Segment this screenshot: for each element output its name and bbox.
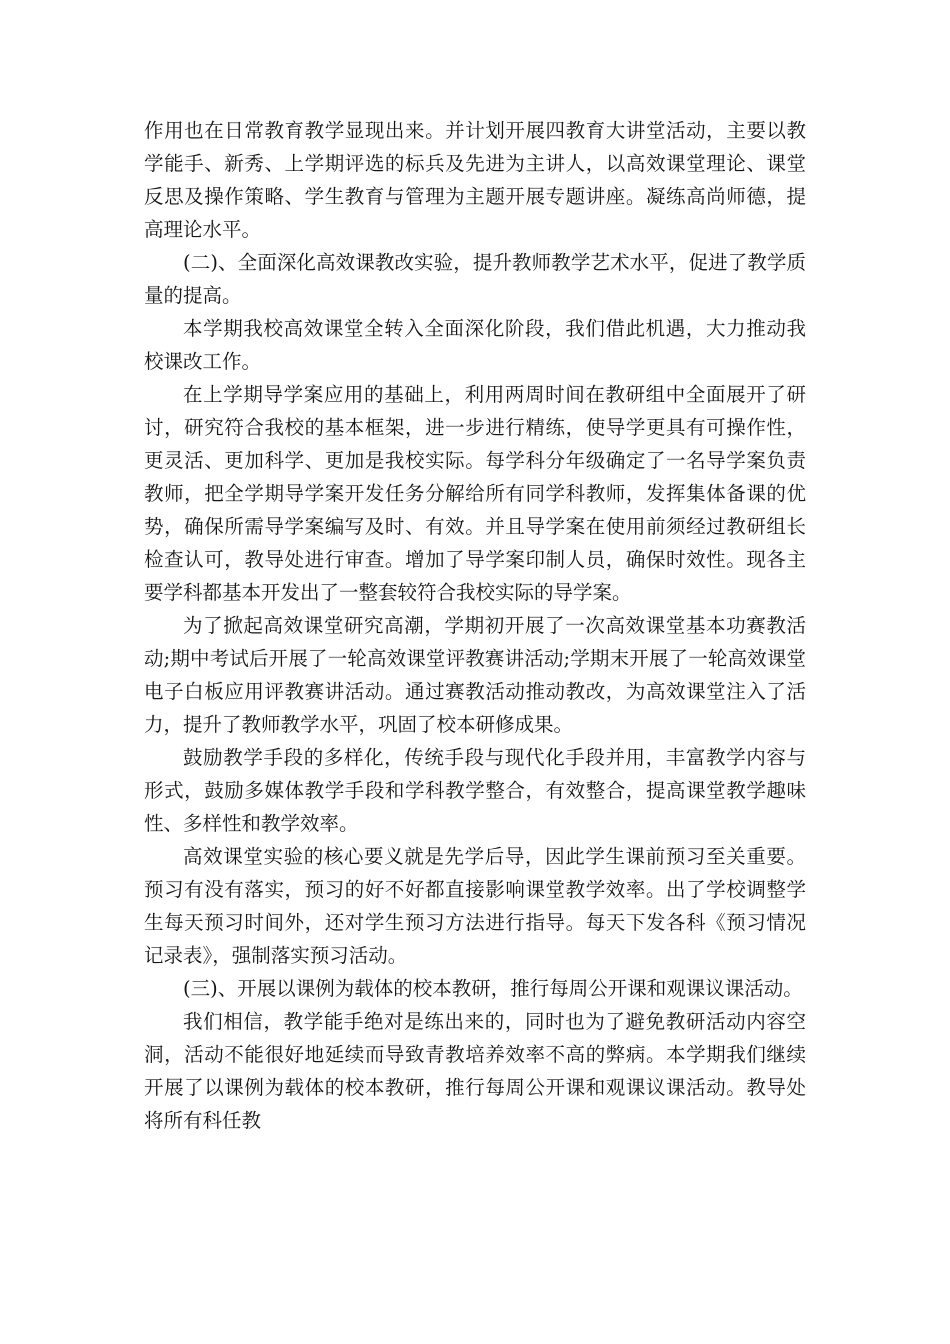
paragraph-continued: 作用也在日常教育教学显现出来。并计划开展四教育大讲堂活动，主要以教学能手、新秀、上学期评选的标兵及先进为主讲人，以高效课堂理论、课堂反思及操作策略、学生教育与管理为主题开展专题讲座。凝练高尚师德，提高理论水平。 <box>144 119 806 241</box>
document-page <box>144 114 806 1137</box>
paragraph: 高效课堂实验的核心要义就是先学后导，因此学生课前预习至关重要。预习有没有落实，预习的好不好都直接影响课堂教学效率。出了学校调整学生每天预习时间外，还对学生预习方法进行指导。每天下发各科《预习情况记录表》，强制落实预习活动。 <box>144 845 806 967</box>
paragraph: 鼓励教学手段的多样化，传统手段与现代化手段并用，丰富教学内容与形式，鼓励多媒体教学手段和学科教学整合，有效整合，提高课堂教学趣味性、多样性和教学效率。 <box>144 746 806 835</box>
section-heading-3: (三)、开展以课例为载体的校本教研，推行每周公开课和观课议课活动。 <box>183 977 803 1000</box>
paragraph: 在上学期导学案应用的基础上，利用两周时间在教研组中全面展开了研讨，研究符合我校的基本框架，进一步进行精练，使导学更具有可操作性，更灵活、更加科学、更加是我校实际。每学科分年级确定了一名导学案负责教师，把全学期导学案开发任务分解给所有同学科教师，发挥集体备课的优势，确保所需导学案编写及时、有效。并且导学案在使用前须经过教研组长检查认可，教导处进行审查。增加了导学案印制人员，确保时效性。现各主要学科都基本开发出了一整套较符合我校实际的导学案。 <box>144 383 806 604</box>
paragraph: 为了掀起高效课堂研究高潮，学期初开展了一次高效课堂基本功赛教活动;期中考试后开展了一轮高效课堂评教赛讲活动;学期末开展了一轮高效课堂电子白板应用评教赛讲活动。通过赛教活动推动教改，为高效课堂注入了活力，提升了教师教学水平，巩固了校本研修成果。 <box>144 614 806 736</box>
paragraph: 我们相信，教学能手绝对是练出来的，同时也为了避免教研活动内容空洞，活动不能很好地延续而导致青教培养效率不高的弊病。本学期我们继续开展了以课例为载体的校本教研，推行每周公开课和观课议课活动。教导处将所有科任教 <box>144 1010 806 1132</box>
paragraph: 本学期我校高效课堂全转入全面深化阶段，我们借此机遇，大力推动我校课改工作。 <box>144 317 806 373</box>
section-heading-2: (二)、全面深化高效课教改实验，提升教师教学艺术水平，促进了教学质量的提高。 <box>144 251 806 307</box>
